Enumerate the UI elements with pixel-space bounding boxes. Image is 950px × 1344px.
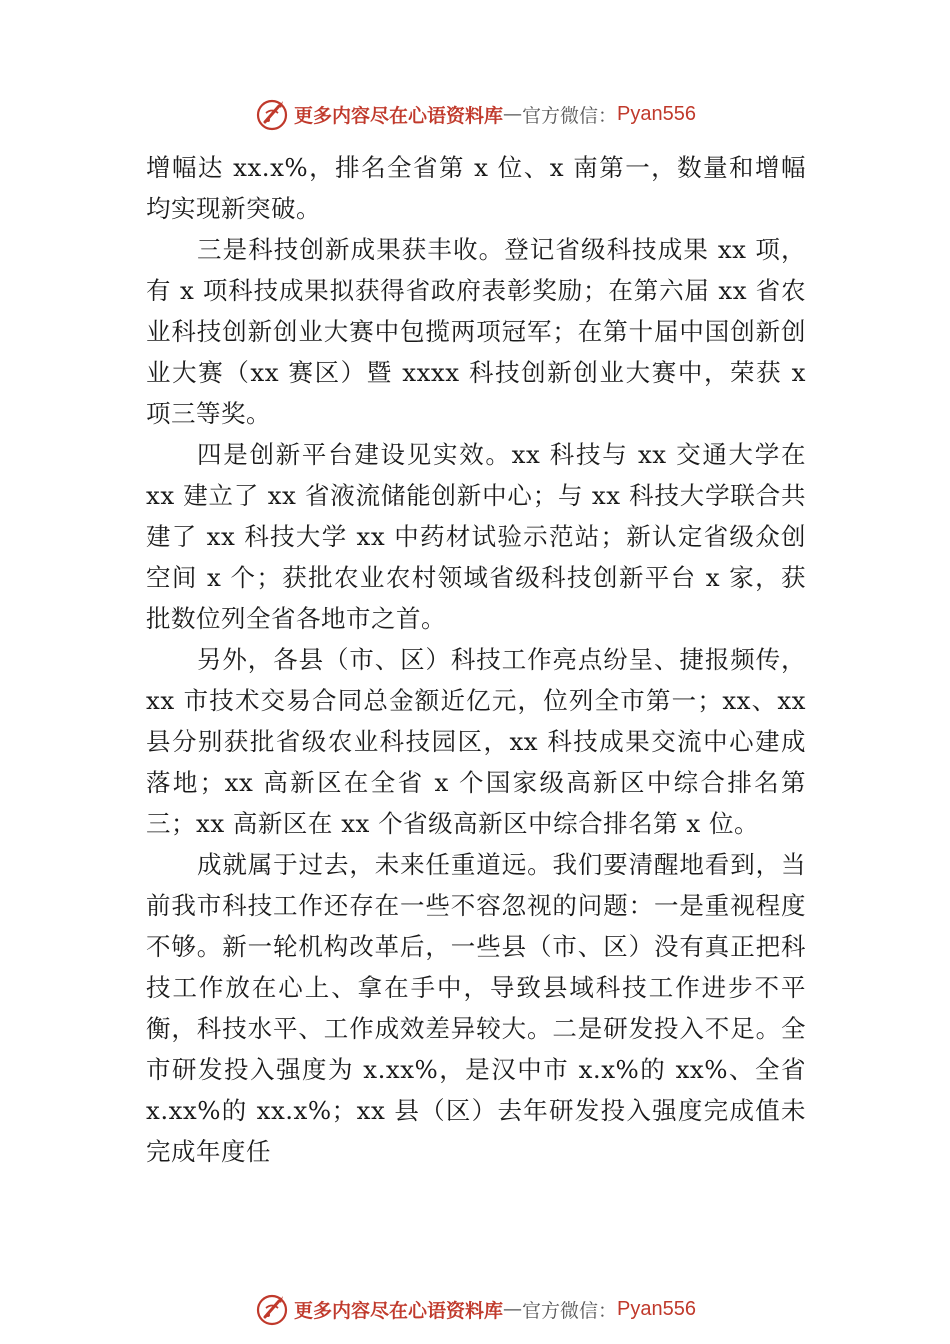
watermark-brand-text: 更多内容尽在心语资料库 <box>294 104 504 127</box>
watermark-dash: — <box>503 103 523 125</box>
brand-logo-icon <box>254 96 290 132</box>
watermark-wechat-id: Pyan556 <box>617 102 696 125</box>
header-watermark <box>0 94 950 134</box>
paragraph-2: 三是科技创新成果获丰收。登记省级科技成果 xx 项，有 x 项科技成果拟获得省政府表彰奖励；在第六届 xx 省农业科技创新创业大赛中包揽两项冠军；在第十届中国创新创业大赛（xx 赛区）暨 xxxx 科技创新创业大赛中，荣获 x 项三等奖。 <box>146 235 806 428</box>
watermark-official-label: 官方微信： <box>522 104 618 127</box>
brand-logo-icon <box>254 1291 290 1327</box>
watermark-dash: — <box>503 1298 523 1320</box>
watermark-wechat-id: Pyan556 <box>617 1297 696 1320</box>
watermark-official-label: 官方微信： <box>522 1299 618 1322</box>
document-body <box>146 147 806 1172</box>
paragraph-4: 另外，各县（市、区）科技工作亮点纷呈、捷报频传，xx 市技术交易合同总金额近亿元，位列全市第一；xx、xx 县分别获批省级农业科技园区，xx 科技成果交流中心建成落地；xx 高新区在全省 x 个国家级高新区中综合排名第三；xx 高新区在 xx 个省级高新区中综合排名第 x 位。 <box>146 645 806 838</box>
watermark-brand-text: 更多内容尽在心语资料库 <box>294 1299 504 1322</box>
paragraph-5: 成就属于过去，未来任重道远。我们要清醒地看到，当前我市科技工作还存在一些不容忽视的问题：一是重视程度不够。新一轮机构改革后，一些县（市、区）没有真正把科技工作放在心上、拿在手中，导致县域科技工作进步不平衡，科技水平、工作成效差异较大。二是研发投入不足。全市研发投入强度为 x.xx%，是汉中市 x.x%的 xx%、全省 x.xx%的 xx.x%；xx 县（区）去年研发投入强度完成值未完成年度任 <box>146 850 806 1166</box>
paragraph-3: 四是创新平台建设见实效。xx 科技与 xx 交通大学在 xx 建立了 xx 省液流储能创新中心；与 xx 科技大学联合共建了 xx 科技大学 xx 中药材试验示范站；新认定省级众创空间 x 个；获批农业农村领域省级科技创新平台 x 家，获批数位列全省各地市之首。 <box>146 440 806 633</box>
footer-watermark <box>0 1289 950 1329</box>
paragraph-1: 增幅达 xx.x%，排名全省第 x 位、x 南第一，数量和增幅均实现新突破。 <box>146 153 806 223</box>
